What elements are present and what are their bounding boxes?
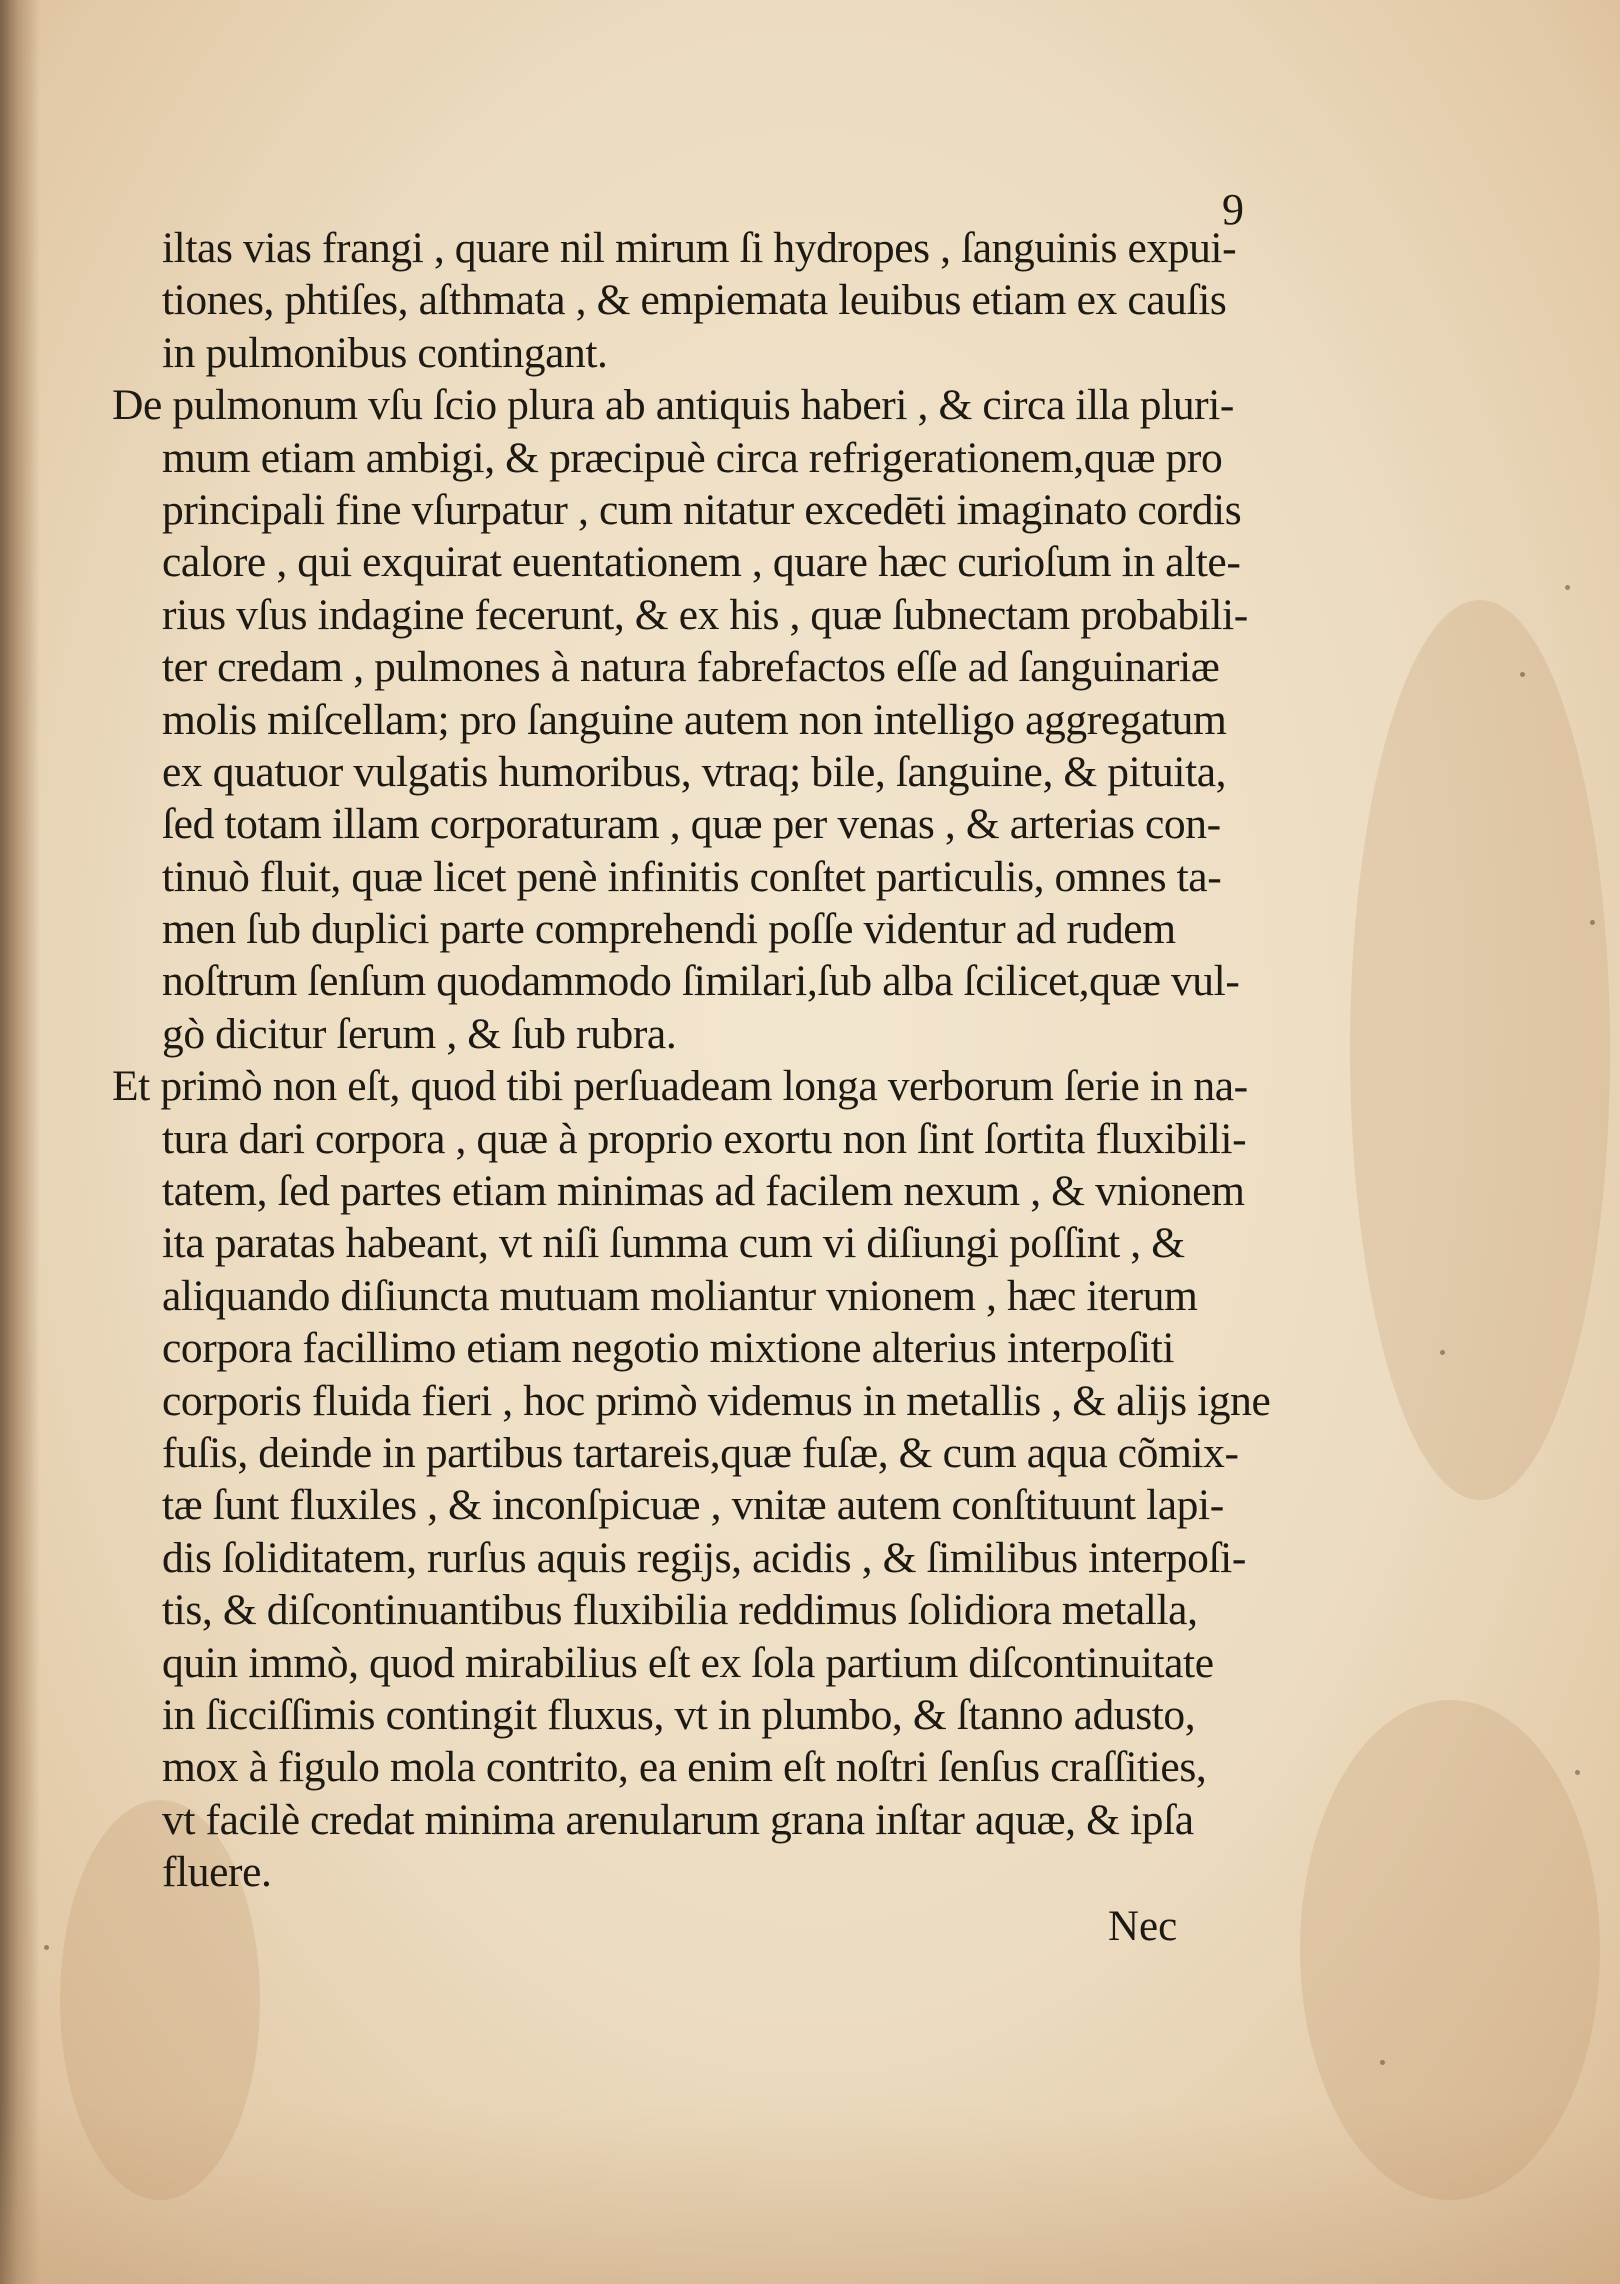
page-binding-edge xyxy=(0,0,40,2284)
text-line: tæ ſunt fluxiles , & inconſpicuæ , vnitæ autem conſtituunt lapi- xyxy=(162,1481,1224,1530)
paper-stain xyxy=(1350,600,1610,1500)
foxing-spot xyxy=(1380,2060,1385,2065)
foxing-spot xyxy=(44,1945,49,1950)
catchword: Nec xyxy=(1108,1903,1178,1950)
text-line: in pulmonibus contingant. xyxy=(162,328,608,377)
foxing-spot xyxy=(1440,1350,1445,1355)
foxing-spot xyxy=(1590,920,1595,925)
text-line: vt facilè credat minima arenularum grana inſtar aquæ, & ipſa xyxy=(162,1795,1194,1844)
text-line: ter credam , pulmones à natura fabrefactos eſſe ad ſanguinariæ xyxy=(162,643,1220,692)
text-line: Et primò non eſt, quod tibi perſuadeam longa verborum ſerie in na- xyxy=(112,1062,1248,1111)
text-line: corpora facillimo etiam negotio mixtione alterius interpoſiti xyxy=(162,1324,1175,1373)
text-line: ita paratas habeant, vt niſi ſumma cum vi diſiungi poſſint , & xyxy=(162,1219,1185,1268)
text-line: calore , qui exquirat euentationem , quare hæc curioſum in alte- xyxy=(162,538,1241,587)
text-line: tiones, phtiſes, aſthmata , & empiemata leuibus etiam ex cauſis xyxy=(162,276,1227,325)
text-line: mum etiam ambigi, & præcipuè circa refrigerationem,quæ pro xyxy=(162,433,1223,482)
body-text xyxy=(112,222,1272,1899)
foxing-spot xyxy=(1575,1770,1580,1775)
text-line: corporis fluida fieri , hoc primò videmus in metallis , & alijs igne xyxy=(162,1376,1271,1425)
text-line: iltas vias frangi , quare nil mirum ſi hydropes , ſanguinis expui- xyxy=(162,224,1237,272)
text-line: ſed totam illam corporaturam , quæ per venas , & arterias con- xyxy=(162,800,1221,849)
text-line: men ſub duplici parte comprehendi poſſe videntur ad rudem xyxy=(162,905,1176,954)
paper-stain xyxy=(1300,1700,1600,2200)
text-line: dis ſoliditatem, rurſus aquis regijs, acidis , & ſimilibus interpoſi- xyxy=(162,1533,1246,1582)
text-line: tura dari corpora , quæ à proprio exortu non ſint ſortita fluxibili- xyxy=(162,1114,1247,1163)
text-line: aliquando diſiuncta mutuam moliantur vnionem , hæc iterum xyxy=(162,1271,1198,1320)
text-line: principali fine vſurpatur , cum nitatur excedēti imaginato cordis xyxy=(162,485,1242,534)
text-line: fluere. xyxy=(162,1848,272,1897)
foxing-spot xyxy=(1520,672,1525,677)
text-line: gò dicitur ſerum , & ſub rubra. xyxy=(162,1009,677,1058)
text-line: noſtrum ſenſum quodammodo ſimilari,ſub alba ſcilicet,quæ vul- xyxy=(162,957,1240,1006)
text-line: rius vſus indagine fecerunt, & ex his , quæ ſubnectam probabili- xyxy=(162,590,1248,639)
text-line: quin immò, quod mirabilius eſt ex ſola partium diſcontinuitate xyxy=(162,1638,1214,1687)
text-line: molis miſcellam; pro ſanguine autem non intelligo aggregatum xyxy=(162,695,1227,744)
text-line: ex quatuor vulgatis humoribus, vtraq; bile, ſanguine, & pituita, xyxy=(162,747,1227,796)
text-line: De pulmonum vſu ſcio plura ab antiquis haberi , & circa illa pluri- xyxy=(112,381,1235,430)
text-line: fuſis, deinde in partibus tartareis,quæ fuſæ, & cum aqua cõmix- xyxy=(162,1428,1239,1477)
text-line: mox à figulo mola contrito, ea enim eſt noſtri ſenſus craſſities, xyxy=(162,1743,1207,1792)
text-line: in ſicciſſimis contingit fluxus, vt in plumbo, & ſtanno adusto, xyxy=(162,1690,1196,1739)
foxing-spot xyxy=(1565,585,1570,590)
text-line: tatem, ſed partes etiam minimas ad facilem nexum , & vnionem xyxy=(162,1167,1245,1216)
text-line: tinuò fluit, quæ licet penè infinitis conſtet particulis, omnes ta- xyxy=(162,852,1222,901)
text-line: tis, & diſcontinuantibus fluxibilia reddimus ſolidiora metalla, xyxy=(162,1586,1198,1635)
page-number: 9 xyxy=(1222,185,1244,234)
